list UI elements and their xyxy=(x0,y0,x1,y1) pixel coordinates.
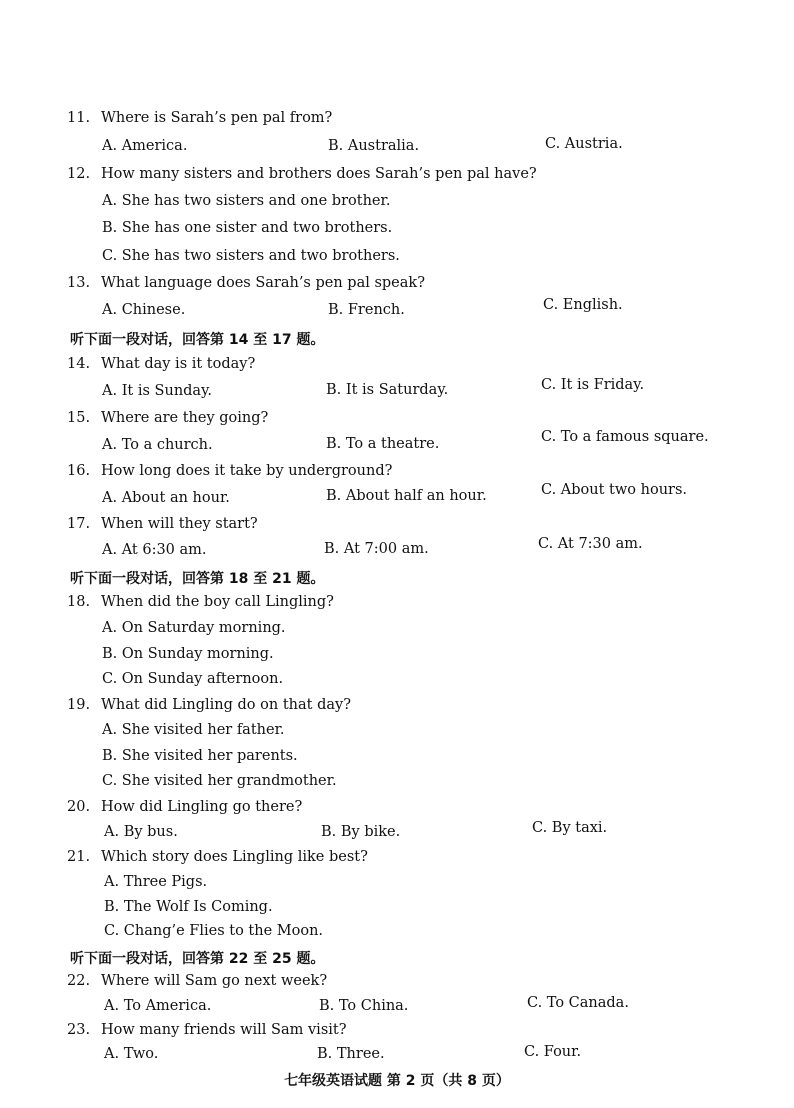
question-text: How did Lingling go there? xyxy=(101,799,303,815)
option-c: C. On Sunday afternoon. xyxy=(102,671,284,687)
question-number: 13. xyxy=(67,275,91,291)
question-number: 19. xyxy=(67,697,91,713)
question-number: 12. xyxy=(67,166,91,182)
question-18 xyxy=(67,594,334,610)
option-a: A. To a church. xyxy=(102,437,213,453)
question-21 xyxy=(67,849,368,865)
option-c: C. Austria. xyxy=(545,136,623,152)
question-22 xyxy=(67,973,327,989)
section-instruction: 听下面一段对话，回答第 22 至 25 题。 xyxy=(70,951,325,967)
question-11 xyxy=(67,110,332,126)
question-text: How many friends will Sam visit? xyxy=(101,1022,347,1038)
option-a: A. To America. xyxy=(104,998,212,1014)
option-a: A. America. xyxy=(102,138,188,154)
option-c: C. She visited her grandmother. xyxy=(102,773,337,789)
question-text: Where will Sam go next week? xyxy=(101,973,328,989)
option-b: B. On Sunday morning. xyxy=(102,646,274,662)
question-text: How many sisters and brothers does Sarah’s pen pal have? xyxy=(101,166,537,182)
question-number: 18. xyxy=(67,594,91,610)
option-a: A. By bus. xyxy=(104,824,178,840)
question-17 xyxy=(67,516,258,532)
option-c: C. She has two sisters and two brothers. xyxy=(102,248,400,264)
option-a: A. About an hour. xyxy=(102,490,230,506)
option-a: A. At 6:30 am. xyxy=(102,542,207,558)
question-12 xyxy=(67,166,537,182)
option-a: A. Three Pigs. xyxy=(104,874,208,890)
option-b: B. French. xyxy=(328,302,405,318)
question-number: 15. xyxy=(67,410,91,426)
option-b: B. She has one sister and two brothers. xyxy=(102,220,393,236)
section-instruction: 听下面一段对话，回答第 14 至 17 题。 xyxy=(70,332,325,348)
option-b: B. At 7:00 am. xyxy=(324,541,429,557)
question-number: 23. xyxy=(67,1022,91,1038)
page-footer: 七年级英语试题 第 2 页（共 8 页） xyxy=(284,1073,510,1089)
question-number: 11. xyxy=(67,110,91,126)
option-a: A. Two. xyxy=(104,1046,159,1062)
question-text: How long does it take by underground? xyxy=(101,463,393,479)
question-text: Where are they going? xyxy=(101,410,269,426)
option-c: C. Chang’e Flies to the Moon. xyxy=(104,923,324,939)
option-b: B. To a theatre. xyxy=(326,436,440,452)
question-text: When will they start? xyxy=(101,516,258,532)
question-16 xyxy=(67,463,392,479)
option-c: C. To a famous square. xyxy=(541,429,709,445)
question-text: What language does Sarah’s pen pal speak? xyxy=(101,275,425,291)
question-text: What day is it today? xyxy=(101,356,256,372)
option-c: C. By taxi. xyxy=(532,820,608,836)
option-b: B. She visited her parents. xyxy=(102,748,298,764)
question-text: Which story does Lingling like best? xyxy=(101,849,368,865)
question-number: 17. xyxy=(67,516,91,532)
question-text: Where is Sarah’s pen pal from? xyxy=(101,110,333,126)
question-number: 21. xyxy=(67,849,91,865)
option-b: B. Australia. xyxy=(328,138,420,154)
question-20 xyxy=(67,799,302,815)
option-c: C. Four. xyxy=(524,1044,582,1060)
question-19 xyxy=(67,697,351,713)
option-b: B. To China. xyxy=(319,998,409,1014)
question-number: 22. xyxy=(67,973,91,989)
option-c: C. About two hours. xyxy=(541,482,688,498)
option-c: C. To Canada. xyxy=(527,995,629,1011)
option-b: B. It is Saturday. xyxy=(326,382,449,398)
question-15 xyxy=(67,410,268,426)
question-13 xyxy=(67,275,425,291)
option-a: A. On Saturday morning. xyxy=(102,620,286,636)
question-number: 14. xyxy=(67,356,91,372)
option-a: A. Chinese. xyxy=(102,302,186,318)
option-c: C. At 7:30 am. xyxy=(538,536,643,552)
question-text: When did the boy call Lingling? xyxy=(101,594,334,610)
option-b: B. The Wolf Is Coming. xyxy=(104,899,273,915)
question-14 xyxy=(67,356,255,372)
option-b: B. By bike. xyxy=(321,824,401,840)
option-b: B. Three. xyxy=(317,1046,385,1062)
question-number: 16. xyxy=(67,463,91,479)
option-a: A. She visited her father. xyxy=(102,722,285,738)
option-c: C. English. xyxy=(543,297,623,313)
option-a: A. It is Sunday. xyxy=(102,383,212,399)
option-c: C. It is Friday. xyxy=(541,377,645,393)
option-a: A. She has two sisters and one brother. xyxy=(102,193,391,209)
question-text: What did Lingling do on that day? xyxy=(101,697,351,713)
section-instruction: 听下面一段对话，回答第 18 至 21 题。 xyxy=(70,571,325,587)
option-b: B. About half an hour. xyxy=(326,488,487,504)
question-23 xyxy=(67,1022,347,1038)
question-number: 20. xyxy=(67,799,91,815)
